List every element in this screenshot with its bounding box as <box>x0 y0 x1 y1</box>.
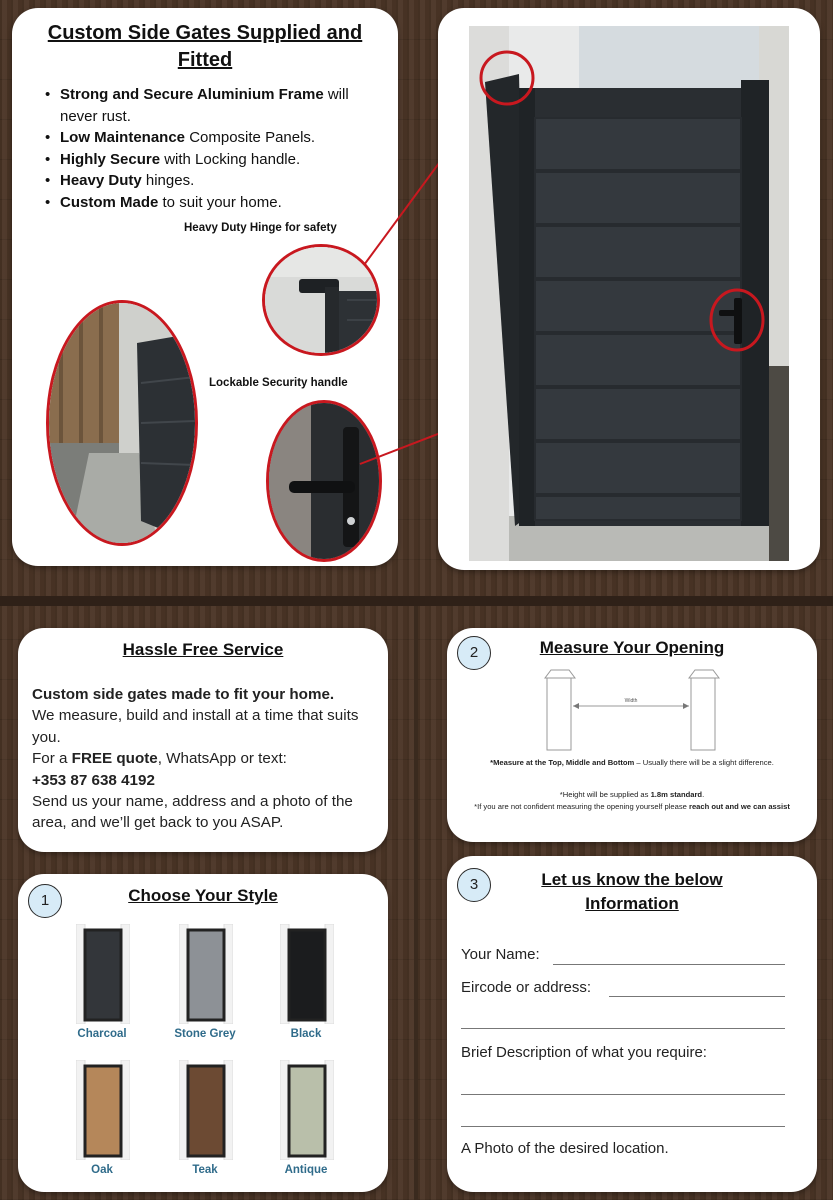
style-card <box>18 874 388 1192</box>
address-field-label: Eircode or address: <box>461 979 592 996</box>
style-option-black[interactable] <box>258 924 354 1044</box>
description-field-line-2[interactable] <box>461 1126 785 1127</box>
step-badge: 1 <box>28 884 62 918</box>
style-label: Teak <box>192 1164 218 1176</box>
service-intro: Custom side gates made to fit your home. <box>32 686 335 703</box>
style-label: Charcoal <box>77 1028 127 1040</box>
address-field-line-2[interactable] <box>461 1028 785 1029</box>
style-swatch <box>188 930 224 1020</box>
handle-caption: Lockable Security handle <box>209 377 348 389</box>
info-title: Let us know the below Information <box>541 870 723 913</box>
style-swatch <box>289 930 325 1020</box>
style-label: Oak <box>91 1164 113 1176</box>
description-field-line[interactable] <box>461 1094 785 1095</box>
feature-item: • Strong and Secure Aluminium Frame will never rust. <box>42 84 382 127</box>
assist-note: *If you are not confident measuring the opening yourself please reach out and we can assist <box>474 802 790 811</box>
feature-item: • Heavy Duty hinges. <box>42 170 382 192</box>
address-field-line[interactable] <box>609 996 785 997</box>
name-field-label: Your Name: <box>461 946 540 963</box>
measure-note: *Measure at the Top, Middle and Bottom – Usually there will be a slight difference. <box>490 758 774 767</box>
service-card <box>18 628 388 852</box>
height-note: *Height will be supplied as 1.8m standard. <box>559 790 705 799</box>
service-line: We measure, build and install at a time that suits you. <box>32 707 359 746</box>
style-option-stone-grey[interactable] <box>157 924 253 1044</box>
info-card <box>447 856 817 1192</box>
style-swatch <box>188 1066 224 1156</box>
service-body <box>32 684 382 834</box>
board-divider-vertical <box>414 606 418 1200</box>
width-label: Width <box>624 698 638 704</box>
description-field-label: Brief Description of what you require: <box>461 1044 707 1061</box>
style-option-charcoal[interactable] <box>54 924 150 1044</box>
gate-photo-card <box>438 8 820 570</box>
style-label: Stone Grey <box>174 1028 236 1040</box>
style-option-oak[interactable] <box>54 1060 150 1180</box>
style-option-antique[interactable] <box>258 1060 354 1180</box>
measure-card <box>447 628 817 842</box>
photo-field-label: A Photo of the desired location. <box>461 1140 669 1157</box>
quote-line: For a FREE quote, WhatsApp or text: <box>32 750 287 768</box>
hinge-caption: Heavy Duty Hinge for safety <box>184 222 337 234</box>
name-field-line[interactable] <box>553 964 785 965</box>
style-title: Choose Your Style <box>128 886 278 905</box>
step-badge: 2 <box>457 636 491 670</box>
features-title: Custom Side Gates Supplied and Fitted <box>47 22 363 71</box>
measure-title: Measure Your Opening <box>539 638 725 657</box>
style-option-teak[interactable] <box>157 1060 253 1180</box>
side-gate-photo <box>469 26 789 561</box>
phone-number[interactable]: +353 87 638 4192 <box>32 771 155 789</box>
service-line: Send us your name, address and a photo of the area, and we’ll get back to you ASAP. <box>32 793 353 832</box>
service-title: Hassle Free Service <box>122 640 284 659</box>
feature-item: • Low Maintenance Composite Panels. <box>42 127 382 149</box>
style-label: Black <box>290 1028 322 1040</box>
feature-item: • Highly Secure with Locking handle. <box>42 149 382 171</box>
style-swatch <box>85 1066 121 1156</box>
step-badge: 3 <box>457 868 491 902</box>
style-swatch <box>85 930 121 1020</box>
feature-item: • Custom Made to suit your home. <box>42 192 382 214</box>
style-label: Antique <box>284 1164 328 1176</box>
style-swatch <box>289 1066 325 1156</box>
measurement-diagram <box>539 668 729 752</box>
